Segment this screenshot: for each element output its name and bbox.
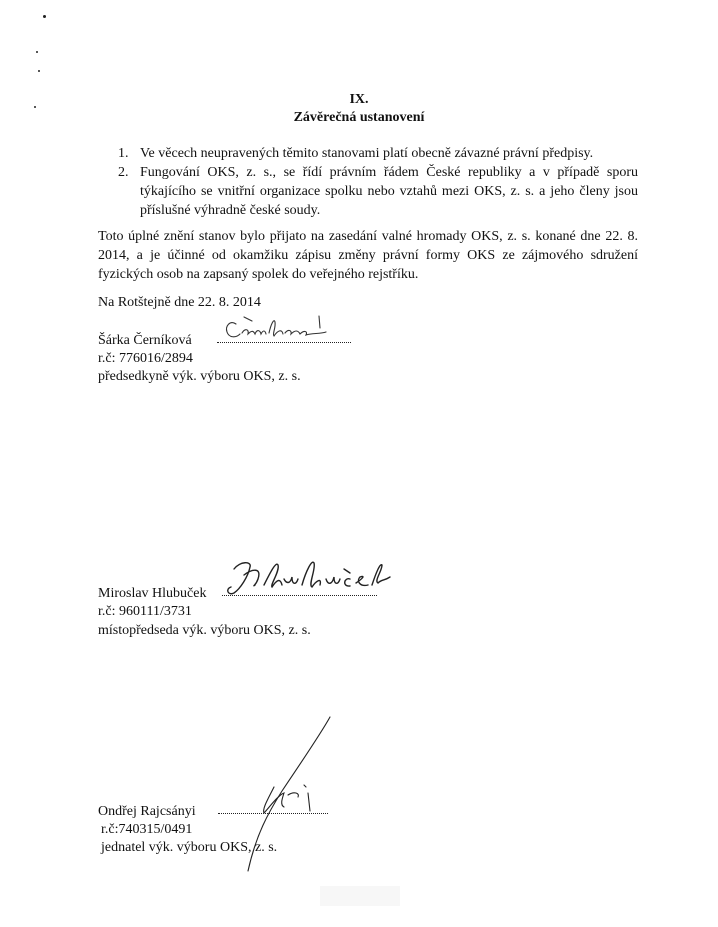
list-item bbox=[118, 144, 638, 163]
signatory-id: r.č:740315/0491 bbox=[101, 822, 193, 837]
signature-image bbox=[222, 312, 342, 346]
signatory-role: místopředseda výk. výboru OKS, z. s. bbox=[98, 623, 311, 638]
signatory-name: Ondřej Rajcsányi bbox=[98, 804, 196, 819]
scan-mark bbox=[36, 51, 38, 53]
list-item-text: Ve věcech neupravených těmito stanovami platí obecně závazné právní předpisy. bbox=[140, 146, 594, 161]
page-footer-mark bbox=[320, 886, 400, 906]
scan-mark bbox=[38, 70, 40, 72]
scan-mark bbox=[43, 15, 46, 18]
signatory-role: předsedkyně výk. výboru OKS, z. s. bbox=[98, 369, 301, 384]
list-item-number: 1. bbox=[118, 146, 129, 161]
list-item bbox=[118, 163, 638, 220]
list-item-number: 2. bbox=[118, 165, 129, 180]
provisions-list bbox=[118, 144, 638, 220]
signatory-id: r.č: 776016/2894 bbox=[98, 351, 193, 366]
signatory-role: jednatel výk. výboru OKS, z. s. bbox=[101, 840, 278, 855]
section-number: IX. bbox=[349, 92, 369, 107]
list-item-text: Fungování OKS, z. s., se řídí právním řádem České republiky a v případě sporu týkajícího se vnitřní organizace spolku nebo vztahů mezi OKS, z. s. a jeho členy jsou příslušné výhradně české soudy. bbox=[140, 165, 638, 218]
signature-image bbox=[222, 555, 392, 605]
closing-paragraph: Toto úplné znění stanov bylo přijato na zasedání valné hromady OKS, z. s. konané dne 22. 8. 2014, a je účinné od okamžiku zápisu změny právní formy OKS ze zájmového sdružení fyzických osob na zapsaný spolek do veřejného rejstříku. bbox=[98, 229, 638, 282]
signatory-id: r.č: 960111/3731 bbox=[98, 604, 192, 619]
section-title: Závěrečná ustanovení bbox=[293, 110, 425, 125]
signatory-name: Šárka Černíková bbox=[98, 333, 192, 348]
place-date: Na Rotštejně dne 22. 8. 2014 bbox=[98, 295, 261, 310]
signatory-name: Miroslav Hlubuček bbox=[98, 586, 207, 601]
